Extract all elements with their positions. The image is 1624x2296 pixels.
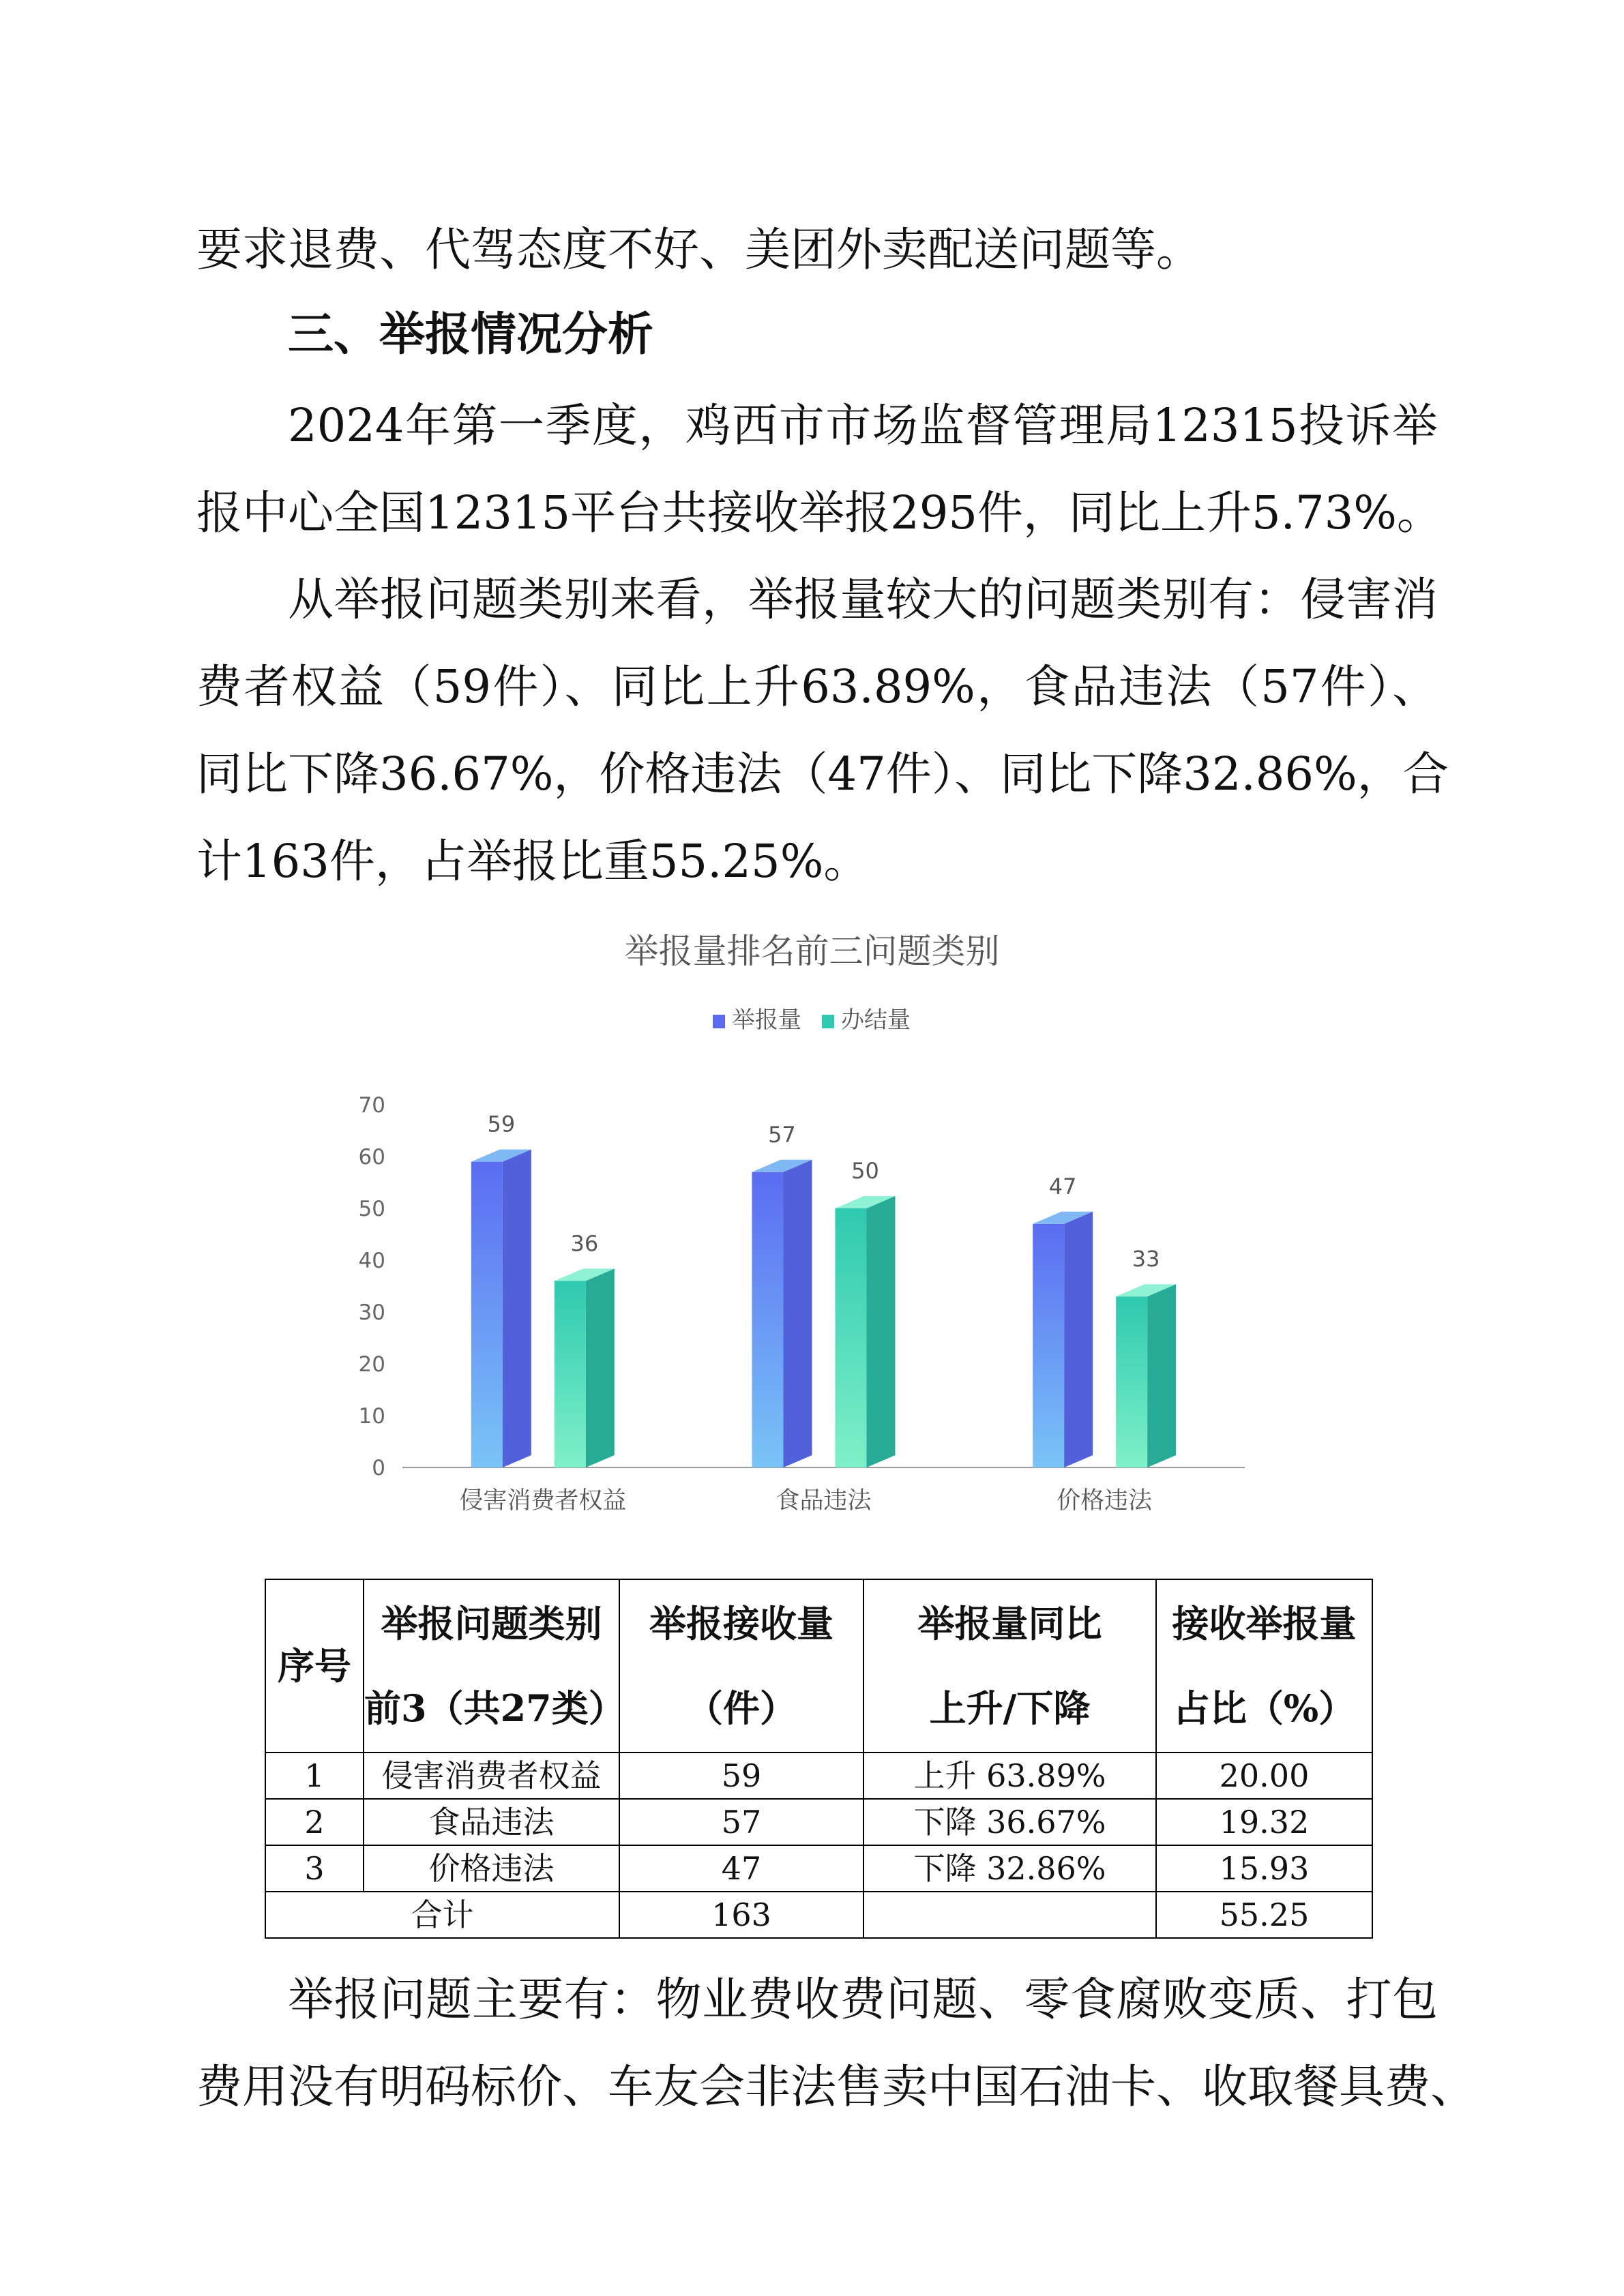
bar-value-label: 47 — [1048, 1173, 1077, 1199]
text-line: 报中心全国12315平台共接收举报295件，同比上升5.73%。 — [196, 486, 1443, 539]
cell-index: 1 — [265, 1753, 364, 1799]
header-share: 接收举报量 占比（%） — [1156, 1579, 1372, 1753]
section-heading: 三、举报情况分析 — [288, 308, 653, 361]
text-line: 从举报问题类别来看，举报量较大的问题类别有：侵害消 — [288, 573, 1438, 626]
bar-value-label: 50 — [851, 1158, 879, 1184]
cell-count: 47 — [619, 1845, 863, 1892]
bar-chart — [327, 982, 1296, 1548]
bar-front — [1033, 1224, 1064, 1467]
cell-change: 下降 36.67% — [863, 1799, 1156, 1845]
text-line: 费用没有明码标价、车友会非法售卖中国石油卡、收取餐具费、 — [196, 2060, 1476, 2113]
text-line: 要求退费、代驾态度不好、美团外卖配送问题等。 — [196, 223, 1202, 276]
cell-count: 57 — [619, 1799, 863, 1845]
paragraph-intro — [196, 206, 1438, 293]
y-tick-label: 0 — [372, 1456, 385, 1480]
header-count: 举报接收量 （件） — [619, 1579, 863, 1753]
bar-front — [836, 1208, 867, 1467]
bar-value-label: 33 — [1132, 1246, 1160, 1272]
cell-share: 15.93 — [1156, 1845, 1372, 1892]
text-line: 2024年第一季度，鸡西市市场监督管理局12315投诉举 — [288, 399, 1438, 452]
y-tick-label: 30 — [358, 1300, 385, 1325]
y-tick-label: 50 — [358, 1197, 385, 1221]
y-tick-label: 60 — [358, 1145, 385, 1169]
cell-change: 上升 63.89% — [863, 1753, 1156, 1799]
bar-front — [1116, 1296, 1147, 1467]
bar-front — [555, 1281, 586, 1467]
table-total-row — [265, 1892, 1372, 1938]
y-tick-label: 40 — [358, 1249, 385, 1273]
table-row — [265, 1799, 1372, 1845]
paragraph-categories — [196, 556, 1449, 905]
cell-share: 19.32 — [1156, 1799, 1372, 1845]
paragraph-issues — [196, 1956, 1476, 2130]
bar-side — [586, 1268, 615, 1467]
header-category: 举报问题类别 前3（共27类） — [364, 1579, 619, 1753]
x-category-label: 食品违法 — [776, 1487, 872, 1515]
cell-share: 20.00 — [1156, 1753, 1372, 1799]
bar-side — [784, 1160, 812, 1467]
cell-index: 3 — [265, 1845, 364, 1892]
cell-change: 下降 32.86% — [863, 1845, 1156, 1892]
table-row — [265, 1753, 1372, 1799]
bar-side — [503, 1150, 531, 1467]
table-row — [265, 1845, 1372, 1892]
legend-swatch — [713, 1015, 725, 1028]
bar-value-label: 59 — [487, 1111, 516, 1137]
y-tick-label: 20 — [358, 1352, 385, 1377]
text-line: 同比下降36.67%，价格违法（47件）、同比下降32.86%，合 — [196, 747, 1449, 801]
text-line: 计163件，占举报比重55.25%。 — [196, 835, 870, 888]
cell-total-count: 163 — [619, 1892, 863, 1938]
y-tick-label: 10 — [358, 1404, 385, 1429]
bar-side — [1147, 1284, 1176, 1467]
cell-count: 59 — [619, 1753, 863, 1799]
bar-front — [752, 1172, 784, 1467]
cell-total-change — [863, 1892, 1156, 1938]
cell-total-share: 55.25 — [1156, 1892, 1372, 1938]
cell-index: 2 — [265, 1799, 364, 1845]
bar-side — [867, 1196, 896, 1467]
cell-total-label: 合计 — [265, 1892, 619, 1938]
x-category-label: 价格违法 — [1057, 1487, 1153, 1515]
bar-side — [1064, 1212, 1093, 1467]
header-index: 序号 — [265, 1579, 364, 1753]
text-line: 费者权益（59件）、同比上升63.89%，食品违法（57件）、 — [196, 660, 1438, 713]
bar-front — [471, 1162, 503, 1467]
report-table — [265, 1579, 1373, 1939]
chart-title: 举报量排名前三问题类别 — [624, 931, 1000, 971]
cell-category: 侵害消费者权益 — [364, 1753, 619, 1799]
y-tick-label: 70 — [358, 1093, 385, 1118]
cell-category: 食品违法 — [364, 1799, 619, 1845]
legend-swatch — [822, 1015, 834, 1028]
table-header-row — [265, 1579, 1372, 1753]
header-change: 举报量同比 上升/下降 — [863, 1579, 1156, 1753]
x-category-label: 侵害消费者权益 — [459, 1487, 627, 1515]
bar-value-label: 57 — [768, 1121, 796, 1148]
text-line: 举报问题主要有：物业费收费问题、零食腐败变质、打包 — [288, 1973, 1438, 2026]
bar-value-label: 36 — [570, 1230, 599, 1257]
legend-label: 办结量 — [841, 1007, 911, 1034]
cell-category: 价格违法 — [364, 1845, 619, 1892]
legend-label: 举报量 — [732, 1007, 801, 1034]
paragraph-summary — [196, 382, 1443, 556]
